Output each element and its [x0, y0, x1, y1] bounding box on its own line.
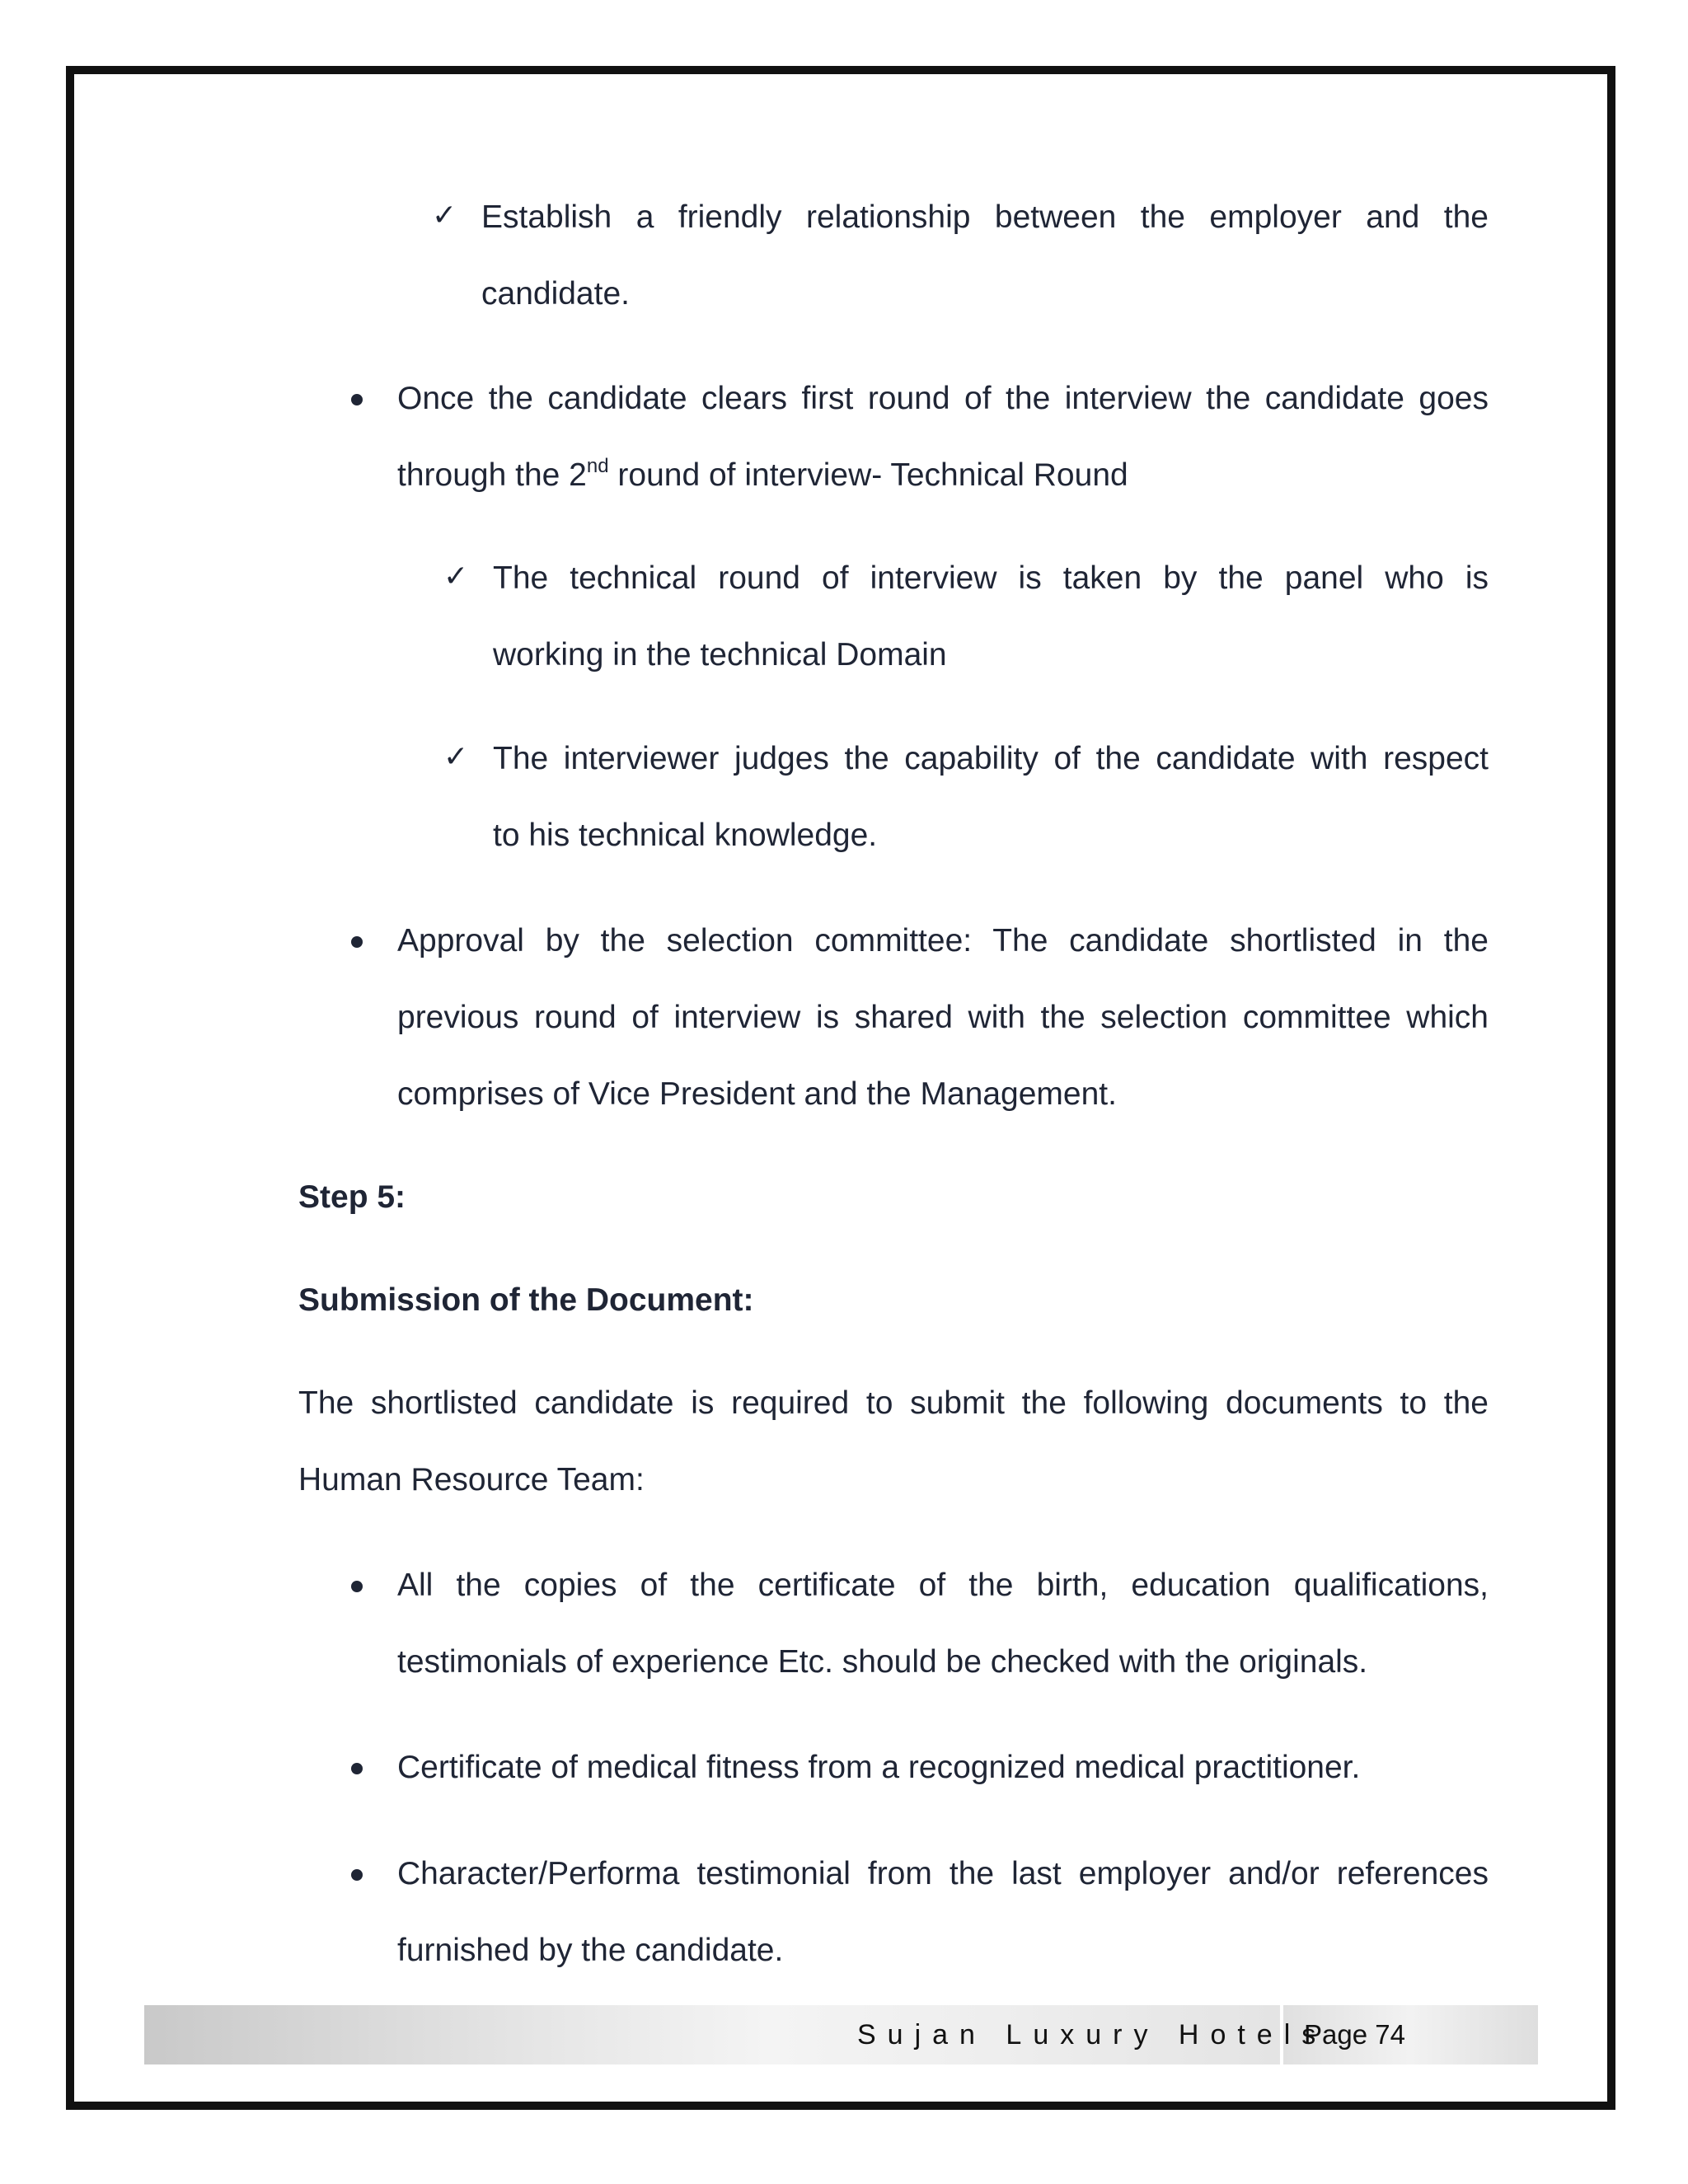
check-icon: ✓	[443, 740, 469, 774]
text-segment: round of interview- Technical Round	[608, 457, 1128, 493]
paragraph-line: Character/Performa testimonial from the last employer and/or references	[397, 1856, 1489, 1891]
step-heading: Step 5:	[298, 1179, 406, 1215]
paragraph-line: All the copies of the certificate of the birth, education qualifications,	[397, 1568, 1489, 1603]
paragraph-line: Establish a friendly relationship between the employer and the	[481, 199, 1489, 235]
check-icon: ✓	[443, 560, 469, 593]
paragraph-line: comprises of Vice President and the Management.	[397, 1076, 1117, 1112]
bullet-icon	[351, 394, 363, 405]
bullet-icon	[351, 936, 363, 948]
bullet-icon	[351, 1763, 363, 1774]
text-segment: through the 2	[397, 457, 587, 493]
paragraph-line: Human Resource Team:	[298, 1462, 645, 1497]
footer-page-number: Page 74	[1304, 2019, 1405, 2050]
superscript: nd	[586, 455, 609, 477]
check-icon: ✓	[432, 199, 457, 232]
paragraph-line: The interviewer judges the capability of the candidate with respect	[493, 741, 1489, 776]
paragraph-line: working in the technical Domain	[493, 637, 947, 673]
paragraph-line: testimonials of experience Etc. should be checked with the originals.	[397, 1644, 1368, 1680]
paragraph-line: furnished by the candidate.	[397, 1933, 784, 1968]
bullet-icon	[351, 1869, 363, 1881]
bullet-icon	[351, 1581, 363, 1592]
paragraph-line: Approval by the selection committee: The candidate shortlisted in the	[397, 923, 1489, 958]
paragraph-line: to his technical knowledge.	[493, 818, 878, 853]
paragraph-line: Once the candidate clears first round of the interview the candidate goes	[397, 381, 1489, 416]
paragraph-line: The shortlisted candidate is required to submit the following documents to the	[298, 1385, 1489, 1421]
paragraph-line: previous round of interview is shared with the selection committee which	[397, 1000, 1489, 1035]
paragraph-line: Certificate of medical fitness from a recognized medical practitioner.	[397, 1750, 1361, 1785]
paragraph-line: candidate.	[481, 276, 630, 312]
section-heading: Submission of the Document:	[298, 1282, 754, 1318]
paragraph-line	[397, 456, 1128, 495]
footer-company-name: Sujan Luxury Hotels	[857, 2019, 1328, 2050]
paragraph-line: The technical round of interview is taken by the panel who is	[493, 560, 1489, 596]
